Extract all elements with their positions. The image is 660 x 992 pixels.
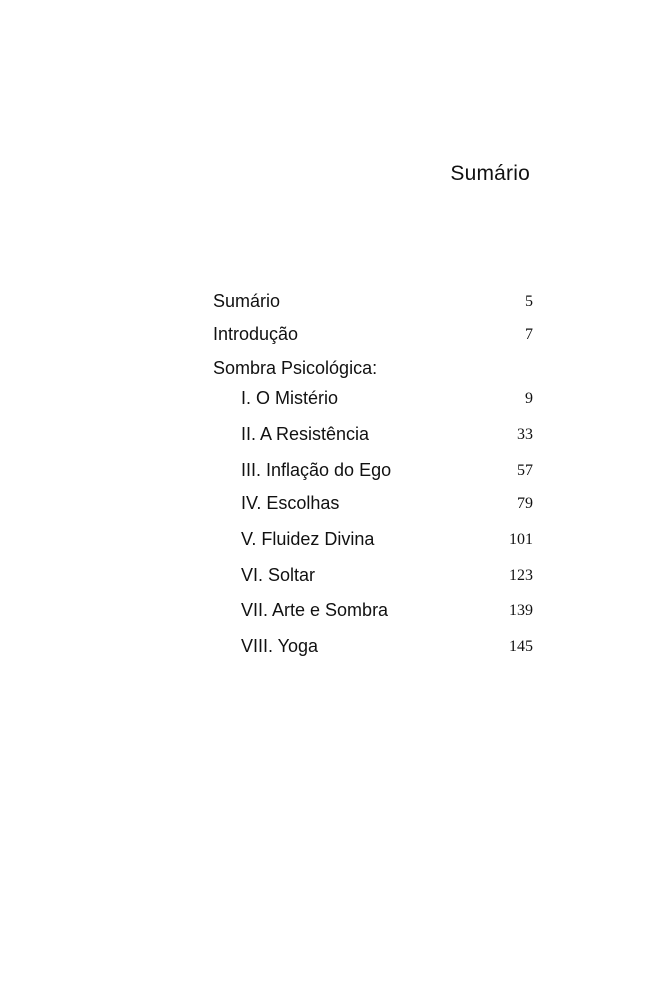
toc-section-label: Sombra Psicológica: [213, 358, 378, 378]
toc-entry-label: II. A Resistência [241, 424, 370, 444]
toc-entry-introducao[interactable] [213, 324, 533, 348]
toc-entry-chapter-3[interactable] [213, 460, 533, 484]
toc-entry-label: Sumário [213, 291, 281, 311]
page-title: Sumário [450, 162, 530, 185]
toc-entry-page: 5 [525, 293, 533, 310]
toc-entry-sumario[interactable] [213, 291, 533, 315]
toc-entry-page: 9 [525, 390, 533, 407]
toc-entry-chapter-5[interactable] [213, 529, 533, 553]
toc-entry-page: 79 [517, 495, 533, 512]
toc-entry-label: IV. Escolhas [241, 493, 340, 513]
toc-entry-label: III. Inflação do Ego [241, 460, 392, 480]
toc-entry-label: Introdução [213, 324, 299, 344]
toc-entry-label: VI. Soltar [241, 565, 316, 585]
toc-entry-chapter-4[interactable] [213, 493, 533, 517]
toc-entry-page: 7 [525, 326, 533, 343]
toc-entry-chapter-7[interactable] [213, 600, 533, 624]
toc-section-heading [213, 358, 533, 382]
toc-entry-chapter-6[interactable] [213, 565, 533, 589]
toc-entry-page: 33 [517, 426, 533, 443]
toc-entry-page: 101 [509, 531, 533, 548]
toc-entry-page: 139 [509, 602, 533, 619]
toc-entry-label: V. Fluidez Divina [241, 529, 375, 549]
toc-entry-page: 57 [517, 462, 533, 479]
toc-entry-chapter-8[interactable] [213, 636, 533, 660]
toc-entry-chapter-2[interactable] [213, 424, 533, 448]
toc-entry-page: 145 [509, 638, 533, 655]
toc-entry-chapter-1[interactable] [213, 388, 533, 412]
toc-entry-label: I. O Mistério [241, 388, 339, 408]
toc-entry-page: 123 [509, 567, 533, 584]
toc-entry-label: VIII. Yoga [241, 636, 319, 656]
toc-entry-label: VII. Arte e Sombra [241, 600, 389, 620]
